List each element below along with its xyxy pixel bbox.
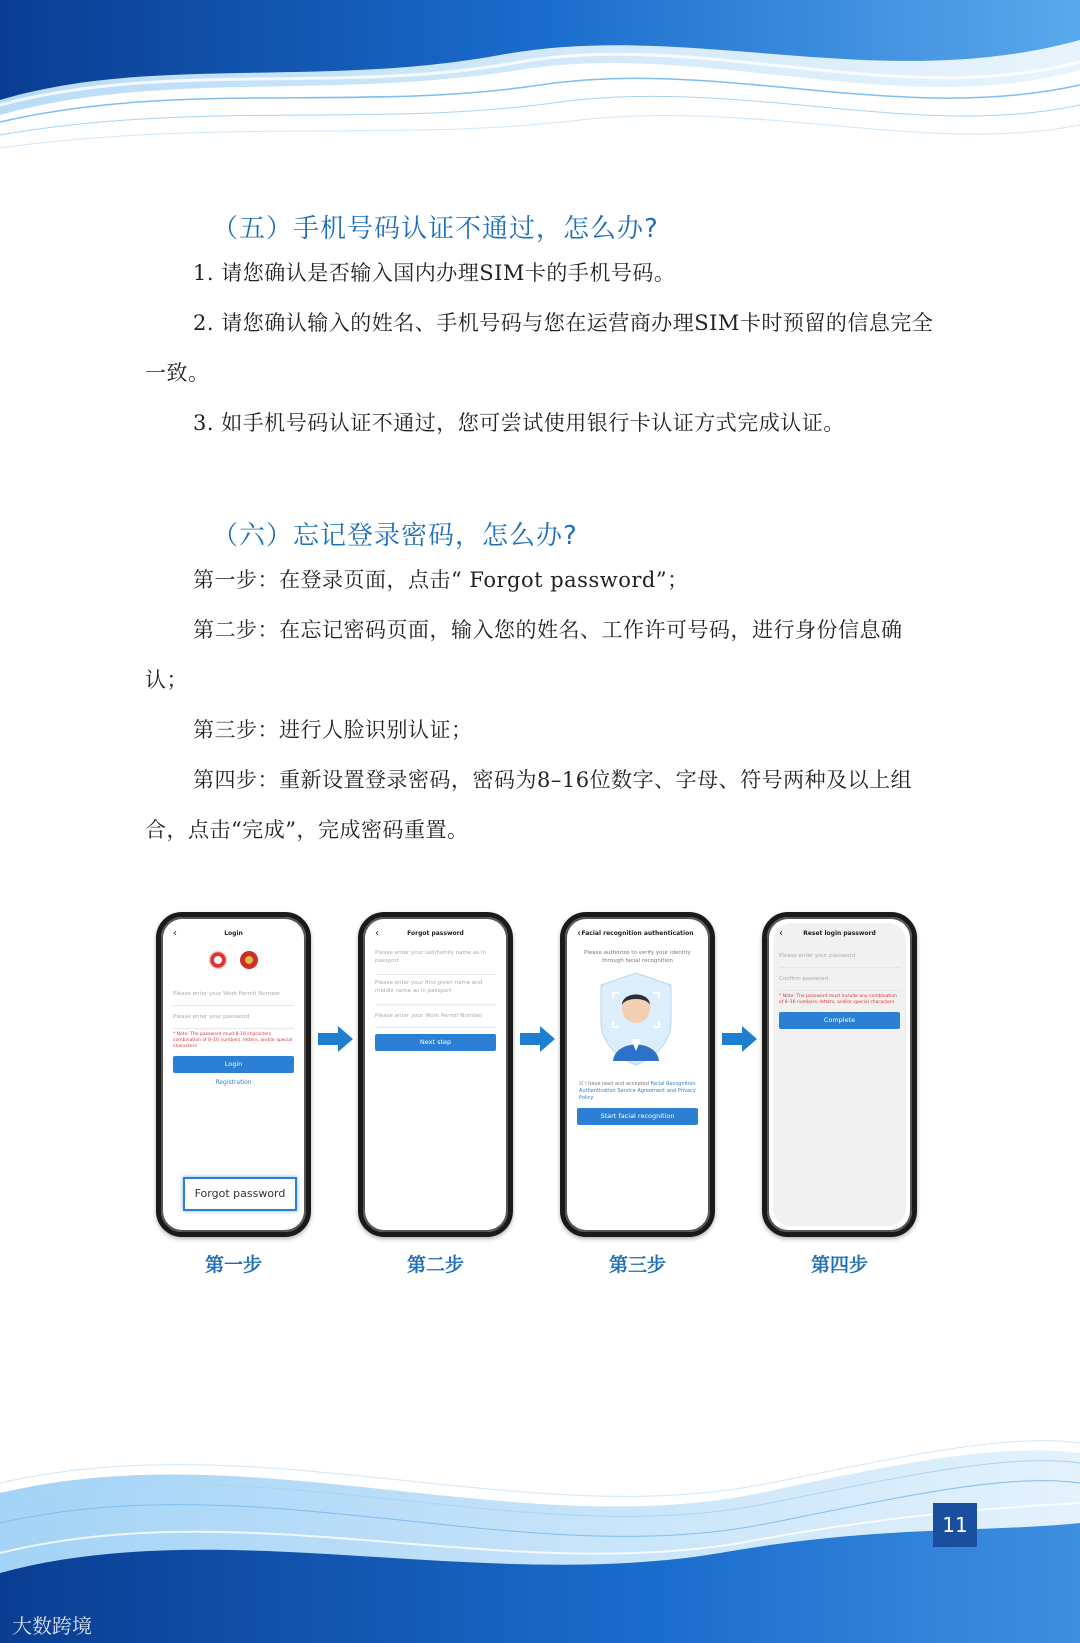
agreement-link[interactable]: Facial Recognition Authentication Service Agreement and Privacy Policy [579, 1081, 696, 1101]
section-6-title: （六）忘记登录密码，怎么办? [212, 521, 578, 551]
login-button[interactable]: Login [173, 1056, 294, 1073]
emblem-logo [209, 951, 227, 969]
emblem-logo [240, 951, 258, 969]
reset-password-header: ‹ Reset login password [773, 923, 906, 945]
phone-forgot-password-screen [358, 912, 513, 1237]
first-name-input[interactable]: Please enter your first given name and middle name as in passport [375, 975, 496, 1005]
back-arrow-icon: ‹ [375, 928, 379, 939]
back-arrow-icon: ‹ [577, 928, 581, 939]
complete-button[interactable]: Complete [779, 1012, 900, 1029]
next-step-button[interactable]: Next step [375, 1034, 496, 1051]
start-facial-recognition-button[interactable]: Start facial recognition authentication [577, 1108, 698, 1125]
work-permit-input[interactable]: Please enter your Work Permit Number [173, 983, 294, 1006]
password-rule-note: * Note: The password must include any combination of 8–16 numbers, letters, and/or special characters [779, 994, 898, 1005]
arrow-right-icon [520, 1024, 556, 1054]
page-number-badge: 11 [933, 1503, 977, 1547]
agreement-checkbox-row[interactable]: ☑ I have read and accepted Facial Recognition Authentication Service Agreement and Privacy Policy [579, 1081, 696, 1101]
confirm-password-input[interactable]: Confirm password [779, 968, 900, 991]
login-header: ‹ Login [167, 923, 300, 945]
steps-illustration [156, 912, 946, 1276]
section-6-step-4: 第四步：重新设置登录密码，密码为8–16位数字、字母、符号两种及以上组合，点击“完成”，完成密码重置。 [145, 768, 913, 842]
registration-link[interactable]: Registration [215, 1079, 252, 1086]
section-6-step-1: 第一步：在登录页面，点击“ Forgot password”； [193, 568, 689, 592]
top-wave-decoration [0, 0, 1080, 175]
phone-login-screen [156, 912, 311, 1237]
work-permit-input[interactable]: Please enter your Work Permit Number [375, 1005, 496, 1028]
watermark-logo: 大数跨境 [12, 1614, 92, 1638]
password-note: * Note: The password must 8-16 characters combination of 8–16 numbers, letters, and/or special characters [173, 1032, 293, 1049]
checkbox-checked-icon[interactable]: ☑ [579, 1081, 584, 1087]
step-2-label: 第二步 [406, 1254, 464, 1276]
new-password-input[interactable]: Please enter your password [779, 945, 900, 968]
section-6-step-3: 第三步：进行人脸识别认证； [193, 718, 473, 742]
back-arrow-icon: ‹ [779, 928, 783, 939]
phone-facial-recognition-screen [560, 912, 715, 1237]
arrow-right-icon [318, 1024, 354, 1054]
step-1-label: 第一步 [204, 1254, 262, 1276]
section-5-item-1: 1. 请您确认是否输入国内办理SIM卡的手机号码。 [193, 261, 676, 285]
bottom-wave-decoration [0, 1403, 1080, 1643]
section-5-item-2: 2. 请您确认输入的姓名、手机号码与您在运营商办理SIM卡时预留的信息完全一致。 [145, 311, 934, 385]
face-scan-illustration [571, 969, 702, 1069]
facial-recognition-instruction: Please authorize to verify your identity through facial recognition [584, 950, 691, 964]
facial-recognition-header: ‹ Facial recognition authentication [571, 923, 704, 945]
section-6-step-2: 第二步：在忘记密码页面，输入您的姓名、工作许可号码，进行身份信息确认； [145, 618, 903, 692]
step-4-label: 第四步 [810, 1254, 868, 1276]
section-5-item-3: 3. 如手机号码认证不通过，您可尝试使用银行卡认证方式完成认证。 [193, 411, 845, 435]
section-5-title: （五）手机号码认证不通过，怎么办? [212, 214, 659, 244]
phone-reset-password-screen [762, 912, 917, 1237]
arrow-right-icon [722, 1024, 758, 1054]
password-input[interactable]: Please enter your password [173, 1006, 294, 1029]
step-3-label: 第三步 [608, 1254, 666, 1276]
forgot-password-button[interactable]: Forgot password [183, 1177, 297, 1211]
back-arrow-icon: ‹ [173, 928, 177, 939]
last-name-input[interactable]: Please enter your last/family name as in passport [375, 945, 496, 975]
forgot-password-header: ‹ Forgot password [369, 923, 502, 945]
emblem-logos [167, 951, 300, 973]
